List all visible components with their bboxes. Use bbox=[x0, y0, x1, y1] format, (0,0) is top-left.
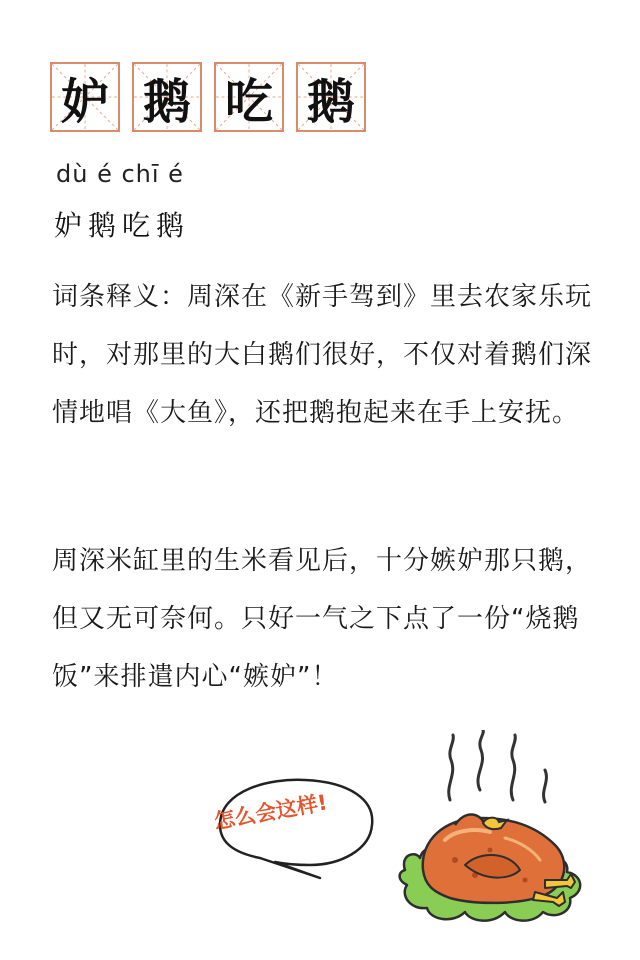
story-paragraph: 周深米缸里的生米看见后，十分嫉妒那只鹅，但又无可奈何。只好一气之下点了一份“烧鹅饭”来排遣内心“嫉妒”！ bbox=[52, 546, 593, 692]
grid-box-2 bbox=[132, 62, 202, 132]
title-grid bbox=[50, 62, 366, 132]
title-char: 吃 bbox=[224, 73, 273, 130]
title-char: 鹅 bbox=[142, 73, 191, 130]
definition-paragraph: 词条释义：周深在《新手驾到》里去农家乐玩时，对那里的大白鹅们很好，不仅对着鹅们深情地唱《大鱼》，还把鹅抱起来在手上安抚。 bbox=[52, 282, 593, 428]
title-char: 鹅 bbox=[306, 73, 355, 130]
hanzi-line: 妒鹅吃鹅 bbox=[54, 209, 191, 242]
pinyin-line: dù é chī é bbox=[56, 160, 184, 188]
speech-bubble-text: 怎么会这样! bbox=[212, 790, 330, 834]
grid-box-1 bbox=[50, 62, 120, 132]
title-char: 妒 bbox=[60, 73, 109, 130]
roast-goose-icon bbox=[395, 730, 595, 930]
grid-box-4 bbox=[296, 62, 366, 132]
grid-box-3 bbox=[214, 62, 284, 132]
